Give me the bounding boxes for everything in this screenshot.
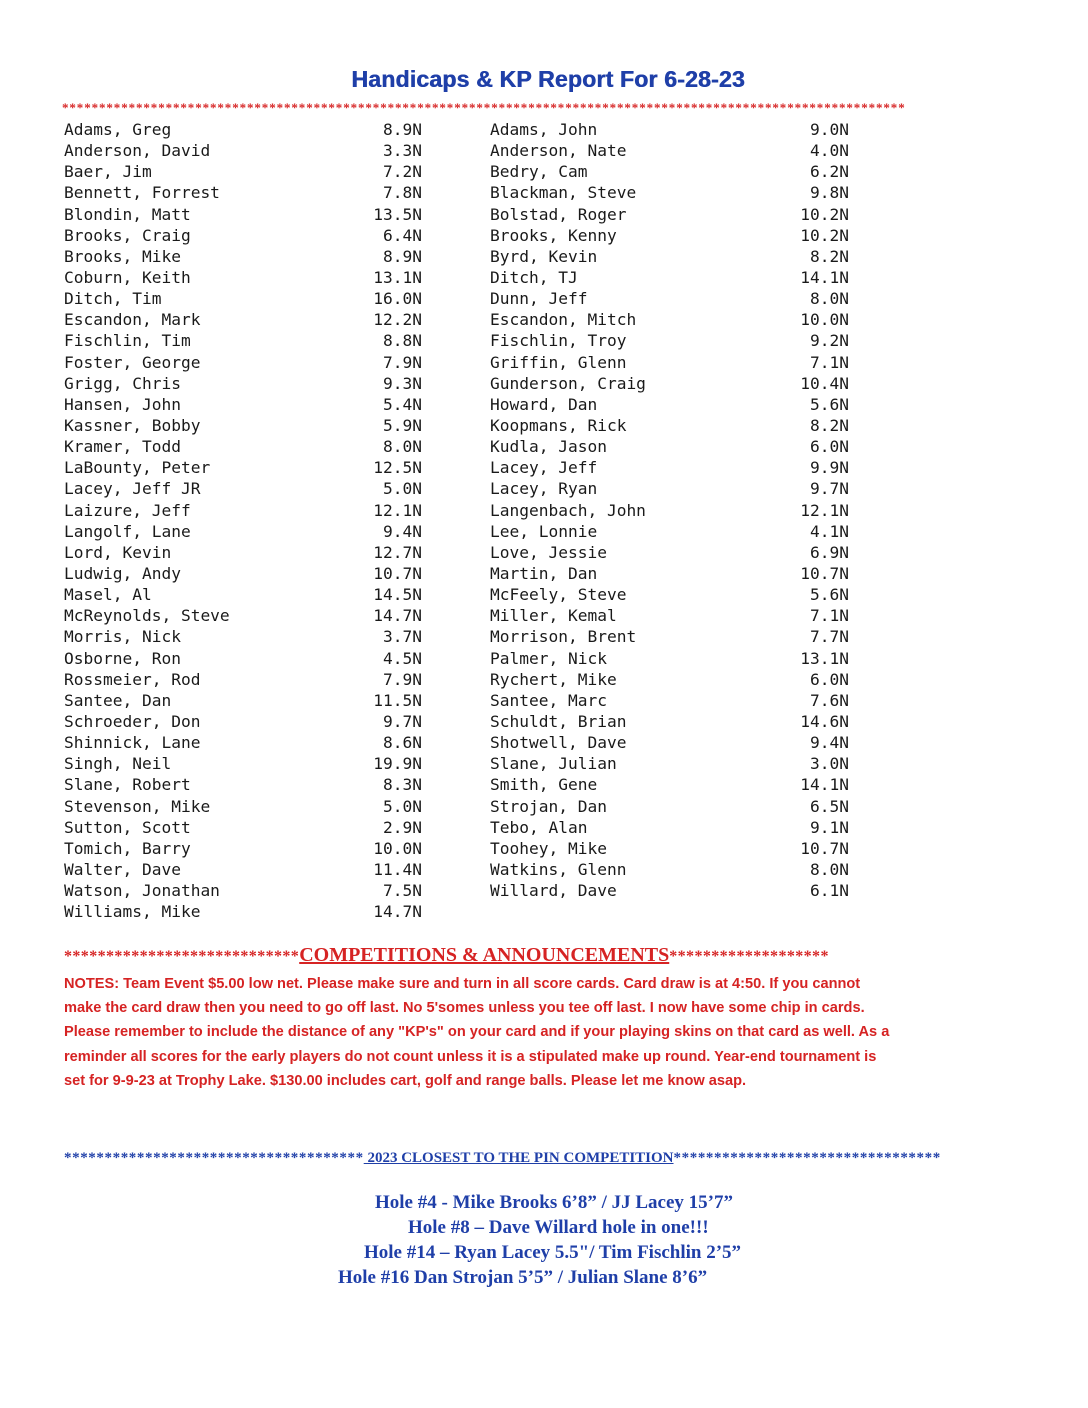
handicap-value: 10.0N <box>373 838 422 858</box>
handicap-row <box>64 204 422 225</box>
handicap-value: 12.2N <box>373 310 422 330</box>
handicap-value: 5.6N <box>810 585 849 605</box>
handicap-value: 6.1N <box>810 881 849 901</box>
handicap-value: 7.7N <box>810 627 849 647</box>
handicap-value: 9.3N <box>383 373 422 393</box>
handicap-value: 6.4N <box>383 225 422 245</box>
handicap-value: 12.1N <box>373 500 422 520</box>
handicap-row <box>64 732 422 753</box>
handicap-row <box>490 457 849 478</box>
player-name: Bennett, Forrest <box>64 183 220 203</box>
player-name: Palmer, Nick <box>490 648 607 668</box>
handicap-value: 8.0N <box>383 437 422 457</box>
handicap-value: 14.1N <box>800 267 849 287</box>
handicap-row <box>490 204 849 225</box>
handicap-row <box>490 542 849 563</box>
player-name: Morris, Nick <box>64 627 181 647</box>
handicap-row <box>490 246 849 267</box>
handicap-row <box>490 584 849 605</box>
handicap-value: 7.1N <box>810 606 849 626</box>
handicap-row <box>490 605 849 626</box>
handicap-row <box>490 309 849 330</box>
player-name: Singh, Neil <box>64 754 172 774</box>
player-name: Kassner, Bobby <box>64 415 201 435</box>
handicap-value: 6.0N <box>810 669 849 689</box>
handicap-value: 7.9N <box>383 669 422 689</box>
player-name: Hansen, John <box>64 394 181 414</box>
handicap-row <box>490 478 849 499</box>
handicap-row <box>64 373 422 394</box>
closest-to-pin-heading <box>64 1150 1024 1167</box>
handicap-row <box>490 436 849 457</box>
handicap-row <box>490 267 849 288</box>
handicap-value: 7.8N <box>383 183 422 203</box>
handicap-value: 5.9N <box>383 415 422 435</box>
player-name: Escandon, Mitch <box>490 310 637 330</box>
handicap-value: 13.1N <box>800 648 849 668</box>
handicap-row <box>64 563 422 584</box>
player-name: McReynolds, Steve <box>64 606 230 626</box>
player-name: Blondin, Matt <box>64 204 191 224</box>
player-name: Brooks, Kenny <box>490 225 617 245</box>
ctp-stars-right: ********************************* <box>673 1150 941 1166</box>
handicap-value: 8.9N <box>383 246 422 266</box>
handicap-value: 10.0N <box>800 310 849 330</box>
player-name: Miller, Kemal <box>490 606 617 626</box>
handicap-value: 9.7N <box>383 711 422 731</box>
handicap-row <box>64 838 422 859</box>
handicap-row <box>490 669 849 690</box>
player-name: Langenbach, John <box>490 500 646 520</box>
handicap-value: 2.9N <box>383 817 422 837</box>
handicap-row <box>64 436 422 457</box>
handicap-value: 14.7N <box>373 606 422 626</box>
player-name: Slane, Robert <box>64 775 191 795</box>
title-star-divider: ****************************************************************************************************************** <box>62 100 906 115</box>
player-name: Santee, Marc <box>490 690 607 710</box>
notes-block <box>64 972 1032 1093</box>
competitions-heading <box>64 944 1064 967</box>
handicap-value: 12.5N <box>373 458 422 478</box>
handicap-value: 5.4N <box>383 394 422 414</box>
handicap-value: 7.1N <box>810 352 849 372</box>
handicap-value: 14.6N <box>800 711 849 731</box>
handicap-list-right <box>490 119 849 901</box>
handicap-row <box>64 605 422 626</box>
handicap-value: 9.2N <box>810 331 849 351</box>
handicap-row <box>64 246 422 267</box>
handicap-row <box>64 796 422 817</box>
handicap-row <box>490 500 849 521</box>
handicap-value: 7.9N <box>383 352 422 372</box>
handicap-row <box>490 859 849 880</box>
player-name: Foster, George <box>64 352 201 372</box>
player-name: Fischlin, Tim <box>64 331 191 351</box>
player-name: Blackman, Steve <box>490 183 637 203</box>
player-name: Osborne, Ron <box>64 648 181 668</box>
player-name: Gunderson, Craig <box>490 373 646 393</box>
player-name: Ludwig, Andy <box>64 563 181 583</box>
player-name: Grigg, Chris <box>64 373 181 393</box>
ctp-hole-4: Hole #4 - Mike Brooks 6’8” / JJ Lacey 15’7” <box>375 1192 733 1213</box>
handicap-row <box>490 415 849 436</box>
handicap-row <box>490 732 849 753</box>
handicap-row <box>64 394 422 415</box>
handicap-value: 8.0N <box>810 289 849 309</box>
handicap-row <box>490 161 849 182</box>
handicap-value: 10.7N <box>800 838 849 858</box>
handicap-row <box>490 563 849 584</box>
handicap-row <box>490 817 849 838</box>
handicap-row <box>64 584 422 605</box>
player-name: Howard, Dan <box>490 394 598 414</box>
report-title: Handicaps & KP Report For 6-28-23 <box>351 66 745 92</box>
player-name: Sutton, Scott <box>64 817 191 837</box>
handicap-value: 8.9N <box>383 120 422 139</box>
handicap-row <box>64 119 422 140</box>
handicap-value: 10.7N <box>800 563 849 583</box>
handicap-row <box>64 648 422 669</box>
player-name: Slane, Julian <box>490 754 617 774</box>
player-name: Strojan, Dan <box>490 796 607 816</box>
handicap-row <box>64 457 422 478</box>
ctp-hole-14: Hole #14 – Ryan Lacey 5.5"/ Tim Fischlin 2’5” <box>364 1242 742 1263</box>
player-name: Smith, Gene <box>490 775 598 795</box>
handicap-value: 11.5N <box>373 690 422 710</box>
handicap-row <box>490 330 849 351</box>
player-name: Masel, Al <box>64 585 152 605</box>
ctp-stars-left: ************************************* <box>64 1150 364 1166</box>
handicap-value: 12.1N <box>800 500 849 520</box>
player-name: Anderson, Nate <box>490 141 627 161</box>
player-name: Byrd, Kevin <box>490 246 598 266</box>
handicap-value: 9.9N <box>810 458 849 478</box>
player-name: Kramer, Todd <box>64 437 181 457</box>
handicap-value: 9.7N <box>810 479 849 499</box>
player-name: Schroeder, Don <box>64 711 201 731</box>
handicap-value: 8.8N <box>383 331 422 351</box>
handicap-row <box>64 817 422 838</box>
player-name: Morrison, Brent <box>490 627 637 647</box>
competitions-stars-right: ******************* <box>669 948 829 965</box>
handicap-row <box>490 225 849 246</box>
handicap-value: 9.8N <box>810 183 849 203</box>
handicap-row <box>64 225 422 246</box>
player-name: Adams, John <box>490 120 598 139</box>
player-name: Rossmeier, Rod <box>64 669 201 689</box>
player-name: Fischlin, Troy <box>490 331 627 351</box>
player-name: Williams, Mike <box>64 902 201 922</box>
handicap-value: 13.5N <box>373 204 422 224</box>
handicap-row <box>490 690 849 711</box>
handicap-row <box>64 901 422 922</box>
handicap-value: 7.2N <box>383 162 422 182</box>
player-name: Bedry, Cam <box>490 162 588 182</box>
player-name: Griffin, Glenn <box>490 352 627 372</box>
handicap-row <box>490 796 849 817</box>
handicap-row <box>64 161 422 182</box>
handicap-value: 7.6N <box>810 690 849 710</box>
player-name: Santee, Dan <box>64 690 172 710</box>
handicap-list-left <box>64 119 422 922</box>
player-name: Brooks, Mike <box>64 246 181 266</box>
handicap-row <box>64 140 422 161</box>
handicap-row <box>490 711 849 732</box>
player-name: Kudla, Jason <box>490 437 607 457</box>
handicap-row <box>64 542 422 563</box>
handicap-row <box>490 648 849 669</box>
handicap-value: 11.4N <box>373 859 422 879</box>
handicap-value: 9.4N <box>810 733 849 753</box>
handicap-value: 3.0N <box>810 754 849 774</box>
handicap-row <box>64 288 422 309</box>
handicap-row <box>490 626 849 647</box>
handicap-value: 7.5N <box>383 881 422 901</box>
handicap-row <box>490 373 849 394</box>
player-name: Lord, Kevin <box>64 542 172 562</box>
handicap-value: 8.2N <box>810 246 849 266</box>
player-name: Walter, Dave <box>64 859 181 879</box>
handicap-value: 6.2N <box>810 162 849 182</box>
handicap-value: 5.0N <box>383 796 422 816</box>
handicap-row <box>64 753 422 774</box>
player-name: Lacey, Jeff JR <box>64 479 201 499</box>
player-name: Koopmans, Rick <box>490 415 627 435</box>
handicap-row <box>64 352 422 373</box>
handicap-row <box>490 880 849 901</box>
handicap-value: 8.6N <box>383 733 422 753</box>
player-name: Anderson, David <box>64 141 211 161</box>
handicap-value: 6.5N <box>810 796 849 816</box>
handicap-row <box>64 774 422 795</box>
player-name: Watkins, Glenn <box>490 859 627 879</box>
player-name: Adams, Greg <box>64 120 172 139</box>
handicap-value: 3.7N <box>383 627 422 647</box>
notes-line: make the card draw then you need to go off last. No 5'somes unless you tee off last. I now have some chip in cards. <box>64 1000 865 1017</box>
player-name: Lee, Lonnie <box>490 521 598 541</box>
handicap-value: 14.1N <box>800 775 849 795</box>
handicap-value: 4.0N <box>810 141 849 161</box>
player-name: Schuldt, Brian <box>490 711 627 731</box>
player-name: Tebo, Alan <box>490 817 588 837</box>
handicap-row <box>64 711 422 732</box>
handicap-value: 5.6N <box>810 394 849 414</box>
player-name: Lacey, Jeff <box>490 458 598 478</box>
handicap-row <box>64 309 422 330</box>
player-name: Escandon, Mark <box>64 310 201 330</box>
handicap-row <box>64 267 422 288</box>
player-name: Lacey, Ryan <box>490 479 598 499</box>
player-name: Shinnick, Lane <box>64 733 201 753</box>
handicap-row <box>490 774 849 795</box>
player-name: Ditch, TJ <box>490 267 578 287</box>
player-name: Watson, Jonathan <box>64 881 220 901</box>
handicap-value: 9.4N <box>383 521 422 541</box>
ctp-hole-8: Hole #8 – Dave Willard hole in one!!! <box>408 1217 709 1238</box>
handicap-value: 9.0N <box>810 120 849 139</box>
handicap-value: 19.9N <box>373 754 422 774</box>
handicap-value: 4.5N <box>383 648 422 668</box>
player-name: Bolstad, Roger <box>490 204 627 224</box>
handicap-value: 8.3N <box>383 775 422 795</box>
handicap-row <box>490 182 849 203</box>
player-name: Ditch, Tim <box>64 289 162 309</box>
player-name: Toohey, Mike <box>490 838 607 858</box>
handicap-value: 8.2N <box>810 415 849 435</box>
handicap-value: 9.1N <box>810 817 849 837</box>
competitions-title: COMPETITIONS & ANNOUNCEMENTS <box>299 944 670 966</box>
handicap-value: 12.7N <box>373 542 422 562</box>
player-name: LaBounty, Peter <box>64 458 211 478</box>
handicap-row <box>64 521 422 542</box>
handicap-row <box>490 838 849 859</box>
handicap-row <box>490 288 849 309</box>
notes-line: Please remember to include the distance of any "KP's" on your card and if your playing skins on that card as well. As a <box>64 1024 890 1041</box>
player-name: Brooks, Craig <box>64 225 191 245</box>
handicap-row <box>490 394 849 415</box>
player-name: McFeely, Steve <box>490 585 627 605</box>
player-name: Langolf, Lane <box>64 521 191 541</box>
player-name: Tomich, Barry <box>64 838 191 858</box>
handicap-value: 5.0N <box>383 479 422 499</box>
handicap-row <box>490 753 849 774</box>
handicap-row <box>490 521 849 542</box>
handicap-row <box>64 669 422 690</box>
handicap-value: 10.4N <box>800 373 849 393</box>
player-name: Dunn, Jeff <box>490 289 588 309</box>
ctp-title: 2023 CLOSEST TO THE PIN COMPETITION <box>363 1150 674 1166</box>
handicap-value: 6.0N <box>810 437 849 457</box>
handicap-row <box>64 690 422 711</box>
player-name: Stevenson, Mike <box>64 796 211 816</box>
notes-line: set for 9-9-23 at Trophy Lake. $130.00 includes cart, golf and range balls. Please let me know asap. <box>64 1072 747 1089</box>
handicap-row <box>64 500 422 521</box>
handicap-value: 14.7N <box>373 902 422 922</box>
handicap-value: 4.1N <box>810 521 849 541</box>
handicap-value: 10.7N <box>373 563 422 583</box>
player-name: Willard, Dave <box>490 881 617 901</box>
player-name: Baer, Jim <box>64 162 152 182</box>
handicap-row <box>64 880 422 901</box>
handicap-value: 10.2N <box>800 204 849 224</box>
player-name: Coburn, Keith <box>64 267 191 287</box>
player-name: Love, Jessie <box>490 542 607 562</box>
handicap-value: 6.9N <box>810 542 849 562</box>
handicap-row <box>490 352 849 373</box>
handicap-row <box>64 626 422 647</box>
handicap-value: 14.5N <box>373 585 422 605</box>
handicap-value: 16.0N <box>373 289 422 309</box>
ctp-hole-16: Hole #16 Dan Strojan 5’5” / Julian Slane 8’6” <box>338 1267 708 1288</box>
handicap-value: 8.0N <box>810 859 849 879</box>
handicap-row <box>64 330 422 351</box>
player-name: Laizure, Jeff <box>64 500 191 520</box>
player-name: Shotwell, Dave <box>490 733 627 753</box>
handicap-row <box>490 119 849 140</box>
handicap-row <box>64 415 422 436</box>
notes-line: reminder all scores for the early players do not count unless it is a stipulated make up round. Year-end tournament is <box>64 1048 877 1065</box>
player-name: Martin, Dan <box>490 563 598 583</box>
competitions-stars-left: **************************** <box>64 948 300 965</box>
handicap-row <box>64 859 422 880</box>
handicap-value: 13.1N <box>373 267 422 287</box>
handicap-row <box>64 478 422 499</box>
notes-line: NOTES: Team Event $5.00 low net. Please make sure and turn in all score cards. Card draw is at 4:50. If you cannot <box>64 976 861 992</box>
player-name: Rychert, Mike <box>490 669 617 689</box>
handicap-row <box>64 182 422 203</box>
handicap-value: 3.3N <box>383 141 422 161</box>
handicap-value: 10.2N <box>800 225 849 245</box>
handicap-row <box>490 140 849 161</box>
